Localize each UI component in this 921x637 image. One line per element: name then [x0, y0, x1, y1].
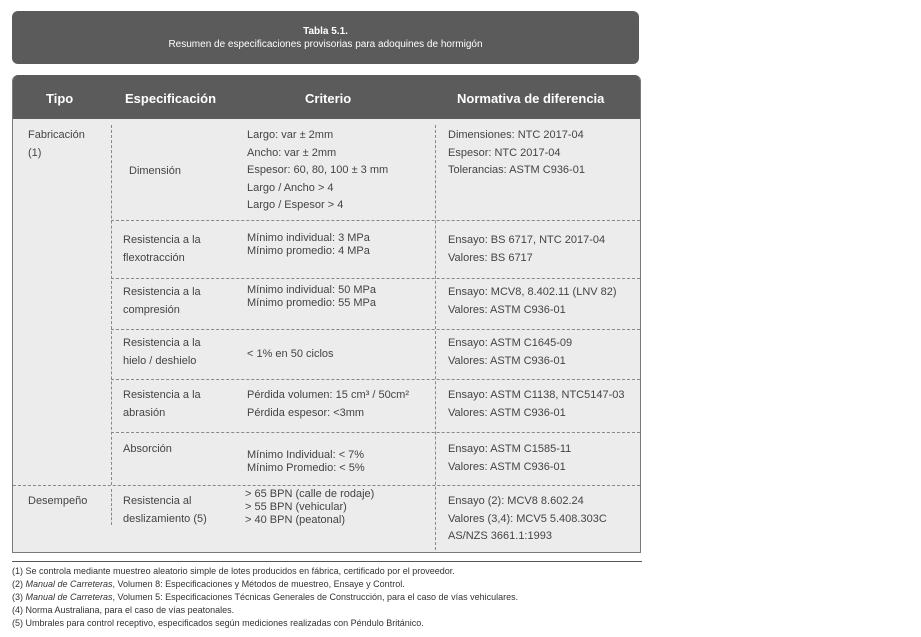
spec-table	[12, 75, 641, 553]
divider-horizontal	[111, 220, 640, 221]
cell-norma: Ensayo: MCV8, 8.402.11 (LNV 82) Valores: ASTM C936-01	[448, 286, 617, 316]
divider-horizontal	[111, 379, 640, 380]
footnote: (2) Manual de Carreteras, Volumen 8: Especificaciones y Métodos de muestreo, Ensaye y Control.	[12, 579, 405, 589]
cell-spec: Dimensión	[129, 165, 181, 177]
cell-spec: Absorción	[123, 443, 172, 455]
cell-norma: Ensayo: BS 6717, NTC 2017-04 Valores: BS 6717	[448, 234, 606, 264]
cell-spec: Resistencia a la compresión	[123, 286, 201, 316]
header-normativa: Normativa de diferencia	[457, 91, 605, 106]
cell-tipo: Desempeño	[28, 495, 88, 507]
divider-vertical	[111, 125, 112, 485]
cell-spec: Resistencia a la hielo / deshielo	[123, 337, 201, 367]
footnote: (5) Umbrales para control receptivo, especificados según mediciones realizadas con Péndulo Británico.	[12, 618, 424, 628]
cell-criterio: Mínimo Individual: < 7% Mínimo Promedio: < 5%	[247, 449, 365, 474]
divider-horizontal	[111, 329, 640, 330]
table-title-box	[12, 11, 639, 64]
header-tipo: Tipo	[46, 91, 74, 106]
divider-horizontal	[111, 278, 640, 279]
cell-spec: Resistencia a la abrasión	[123, 389, 201, 419]
footnote: (3) Manual de Carreteras, Volumen 5: Especificaciones Técnicas Generales de Construcción, para el caso de vías vehiculares.	[12, 592, 519, 602]
footnote-divider	[12, 561, 642, 562]
footnotes	[12, 565, 642, 630]
table-caption: Resumen de especificaciones provisorias para adoquines de hormigón	[168, 39, 483, 50]
cell-criterio: Mínimo individual: 50 MPa Mínimo promedio: 55 MPa	[247, 284, 377, 309]
divider-horizontal	[13, 485, 640, 486]
divider-vertical	[111, 489, 112, 525]
footnote: (4) Norma Australiana, para el caso de vías peatonales.	[12, 605, 235, 615]
cell-criterio: > 65 BPN (calle de rodaje) > 55 BPN (vehicular) > 40 BPN (peatonal)	[245, 488, 375, 526]
cell-criterio: Mínimo individual: 3 MPa Mínimo promedio: 4 MPa	[247, 232, 370, 257]
cell-norma: Ensayo (2): MCV8 8.602.24 Valores (3,4): MCV5 5.408.303C AS/NZS 3661.1:1993	[448, 495, 607, 542]
header-criterio: Criterio	[305, 91, 352, 106]
cell-criterio: < 1% en 50 ciclos	[247, 348, 334, 360]
cell-spec: Resistencia a la flexotracción	[123, 234, 201, 264]
divider-horizontal	[111, 432, 640, 433]
cell-norma: Dimensiones: NTC 2017-04 Espesor: NTC 2017-04 Tolerancias: ASTM C936-01	[448, 129, 585, 176]
table-number: Tabla 5.1.	[303, 26, 348, 37]
cell-criterio: Pérdida volumen: 15 cm³ / 50cm² Pérdida espesor: <3mm	[247, 389, 410, 419]
table-header	[13, 75, 640, 119]
cell-tipo: Fabricación (1)	[28, 129, 85, 159]
cell-norma: Ensayo: ASTM C1645-09 Valores: ASTM C936-01	[448, 337, 573, 367]
cell-criterio: Largo: var ± 2mm Ancho: var ± 2mm Espesor: 60, 80, 100 ± 3 mm Largo / Ancho > 4 Largo / Espesor > 4	[247, 129, 389, 211]
divider-vertical	[435, 125, 436, 550]
cell-norma: Ensayo: ASTM C1138, NTC5147-03 Valores: ASTM C936-01	[448, 389, 625, 419]
cell-norma: Ensayo: ASTM C1585-11 Valores: ASTM C936-01	[448, 443, 572, 473]
footnote: (1) Se controla mediante muestreo aleatorio simple de lotes producidos en fábrica, certificado por el proveedor.	[12, 566, 455, 576]
cell-spec: Resistencia al deslizamiento (5)	[123, 495, 207, 525]
header-especificacion: Especificación	[125, 91, 217, 106]
